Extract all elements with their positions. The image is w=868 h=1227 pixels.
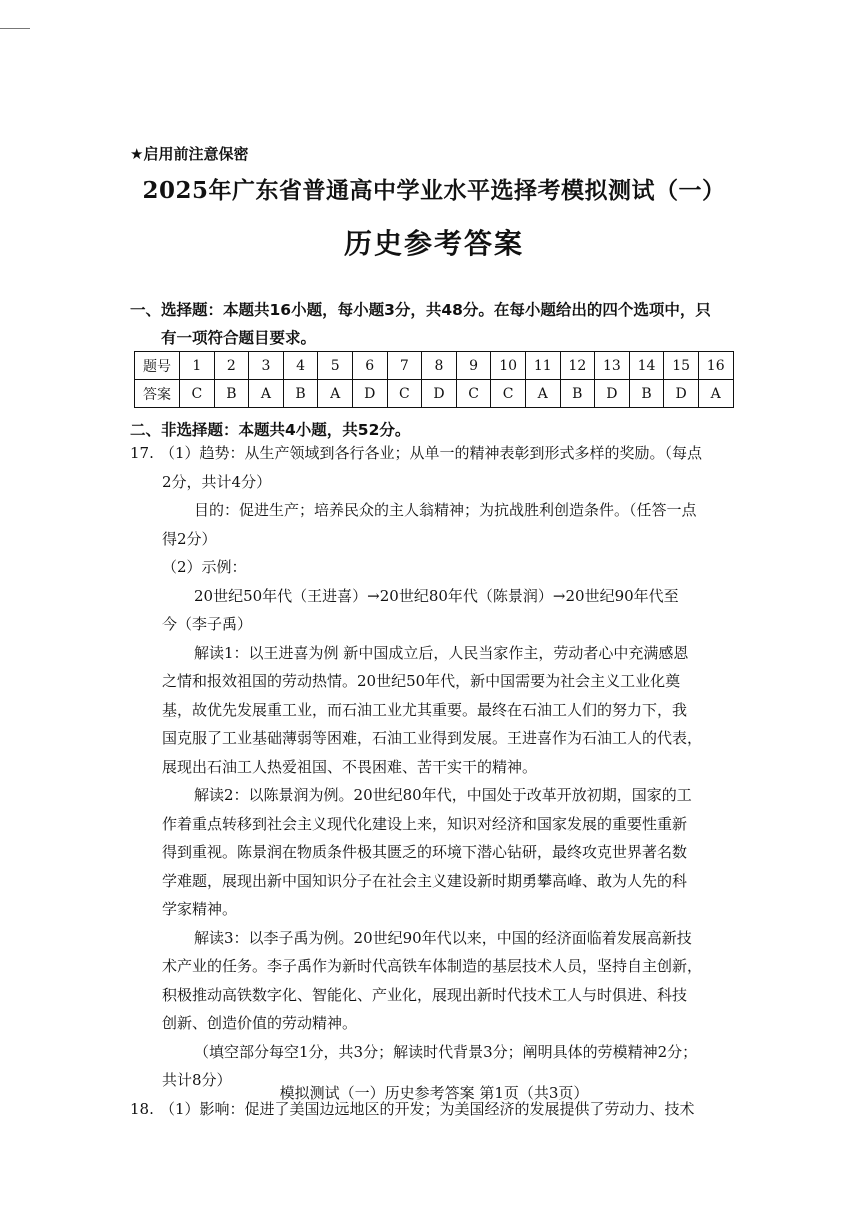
- q17-interpretation-3: 解读3：以李子禹为例。20世纪90年代以来，中国的经济面临着发展高新技: [194, 928, 692, 947]
- table-cell-number: 2: [214, 352, 249, 380]
- section2-heading: 二、非选择题：本题共4小题，共52分。: [130, 421, 411, 439]
- table-header-number: 题号: [135, 352, 180, 380]
- document-title: 2025年广东省普通高中学业水平选择考模拟测试（一）: [142, 177, 726, 204]
- table-cell-number: 11: [525, 352, 560, 380]
- table-cell-answer: C: [491, 380, 526, 408]
- section1-heading-line1: 一、选择题：本题共16小题，每小题3分，共48分。在每小题给出的四个选项中，只: [130, 301, 711, 319]
- table-cell-number: 7: [387, 352, 422, 380]
- q17-line: 学家精神。: [162, 900, 238, 918]
- table-cell-answer: D: [664, 380, 699, 408]
- table-cell-answer: C: [387, 380, 422, 408]
- section1-heading: [130, 296, 750, 352]
- q17-line: 术产业的任务。李子禹作为新时代高铁车体制造的基层技术人员，坚持自主创新，: [162, 957, 703, 975]
- table-cell-number: 9: [456, 352, 491, 380]
- q17-line: 创新、创造价值的劳动精神。: [162, 1014, 358, 1032]
- table-cell-number: 1: [180, 352, 215, 380]
- table-cell-number: 5: [318, 352, 353, 380]
- table-cell-number: 6: [352, 352, 387, 380]
- table-cell-number: 12: [560, 352, 595, 380]
- table-cell-answer: A: [318, 380, 353, 408]
- q17-interpretation-1: 解读1：以王进喜为例 新中国成立后，人民当家作主，劳动者心中充满感恩: [194, 643, 689, 662]
- table-cell-number: 13: [595, 352, 630, 380]
- answer-table-answer-row: [135, 380, 734, 408]
- q17-line: 学难题，展现出新中国知识分子在社会主义建设新时期勇攀高峰、敢为人先的科: [162, 871, 688, 890]
- table-cell-answer: B: [214, 380, 249, 408]
- q17-line: 共计8分）: [162, 1071, 232, 1089]
- table-cell-answer: D: [352, 380, 387, 408]
- table-cell-number: 15: [664, 352, 699, 380]
- table-cell-number: 14: [629, 352, 664, 380]
- q17-interpretation-2: 解读2：以陈景润为例。20世纪80年代，中国处于改革开放初期，国家的工: [194, 786, 692, 804]
- q17-part1-trend: （1）趋势：从生产领域到各行各业；从单一的精神表彰到形式多样的奖励。（每点: [160, 444, 703, 462]
- table-cell-answer: B: [629, 380, 664, 408]
- table-cell-answer: B: [283, 380, 318, 408]
- q17-line: 目的：促进生产；培养民众的主人翁精神；为抗战胜利创造条件。（任答一点: [194, 501, 697, 519]
- table-cell-number: 8: [422, 352, 457, 380]
- q17-line: [130, 439, 742, 468]
- table-cell-answer: D: [595, 380, 630, 408]
- q17-number: 17.: [130, 444, 154, 462]
- q17-line: 2分，共计4分）: [162, 472, 272, 491]
- q17-line: 20世纪50年代（王进喜）→20世纪80年代（陈景润）→20世纪90年代至: [194, 586, 679, 605]
- q17-line: 基，故优先发展重工业，而石油工业尤其重要。最终在石油工人们的努力下，我: [162, 700, 688, 719]
- q17-line: 作着重点转移到社会主义现代化建设上来，知识对经济和国家发展的重要性重新: [162, 814, 688, 833]
- table-cell-answer: D: [422, 380, 457, 408]
- q18-part1-impact: （1）影响：促进了美国边远地区的开发；为美国经济的发展提供了劳动力、技术: [160, 1099, 695, 1118]
- table-cell-number: 16: [698, 352, 733, 380]
- table-cell-answer: A: [698, 380, 733, 408]
- q17-line: 展现出石油工人热爱祖国、不畏困难、苦干实干的精神。: [162, 757, 538, 776]
- table-cell-number: 4: [283, 352, 318, 380]
- q17-line: 之情和报效祖国的劳动热情。20世纪50年代，新中国需要为社会主义工业化奠: [162, 672, 681, 690]
- document-subtitle: 历史参考答案: [343, 227, 524, 260]
- answer-table: [134, 351, 734, 408]
- page-footer: 模拟测试（一）历史参考答案 第1页（共3页）: [279, 1084, 589, 1102]
- table-cell-answer: C: [180, 380, 215, 408]
- table-cell-number: 3: [249, 352, 284, 380]
- table-cell-answer: A: [249, 380, 284, 408]
- table-cell-answer: B: [560, 380, 595, 408]
- q17-line: 今（李子禹）: [162, 615, 253, 633]
- q17-part2-label: （2）示例：: [162, 558, 247, 576]
- q18-number: 18.: [130, 1099, 154, 1118]
- answer-table-number-row: [135, 352, 734, 380]
- table-cell-number: 10: [491, 352, 526, 380]
- q17-line: 得到重视。陈景润在物质条件极其匮乏的环境下潜心钻研，最终攻克世界著名数: [162, 843, 688, 861]
- q17-scoring-note: （填空部分每空1分，共3分；解读时代背景3分；阐明具体的劳模精神2分；: [194, 1042, 698, 1061]
- table-header-answer: 答案: [135, 380, 180, 408]
- question-17: [130, 439, 742, 1123]
- table-cell-answer: C: [456, 380, 491, 408]
- confidential-notice: ★启用前注意保密: [130, 145, 249, 163]
- scan-mark: [0, 28, 30, 29]
- table-cell-answer: A: [525, 380, 560, 408]
- section1-heading-line2: 有一项符合题目要求。: [161, 329, 317, 347]
- q17-line: 国克服了工业基础薄弱等困难，石油工业得到发展。王进喜作为石油工人的代表，: [162, 729, 703, 747]
- q17-line: 积极推动高铁数字化、智能化、产业化，展现出新时代技术工人与时俱进、科技: [162, 985, 688, 1004]
- q17-line: 得2分）: [162, 529, 217, 548]
